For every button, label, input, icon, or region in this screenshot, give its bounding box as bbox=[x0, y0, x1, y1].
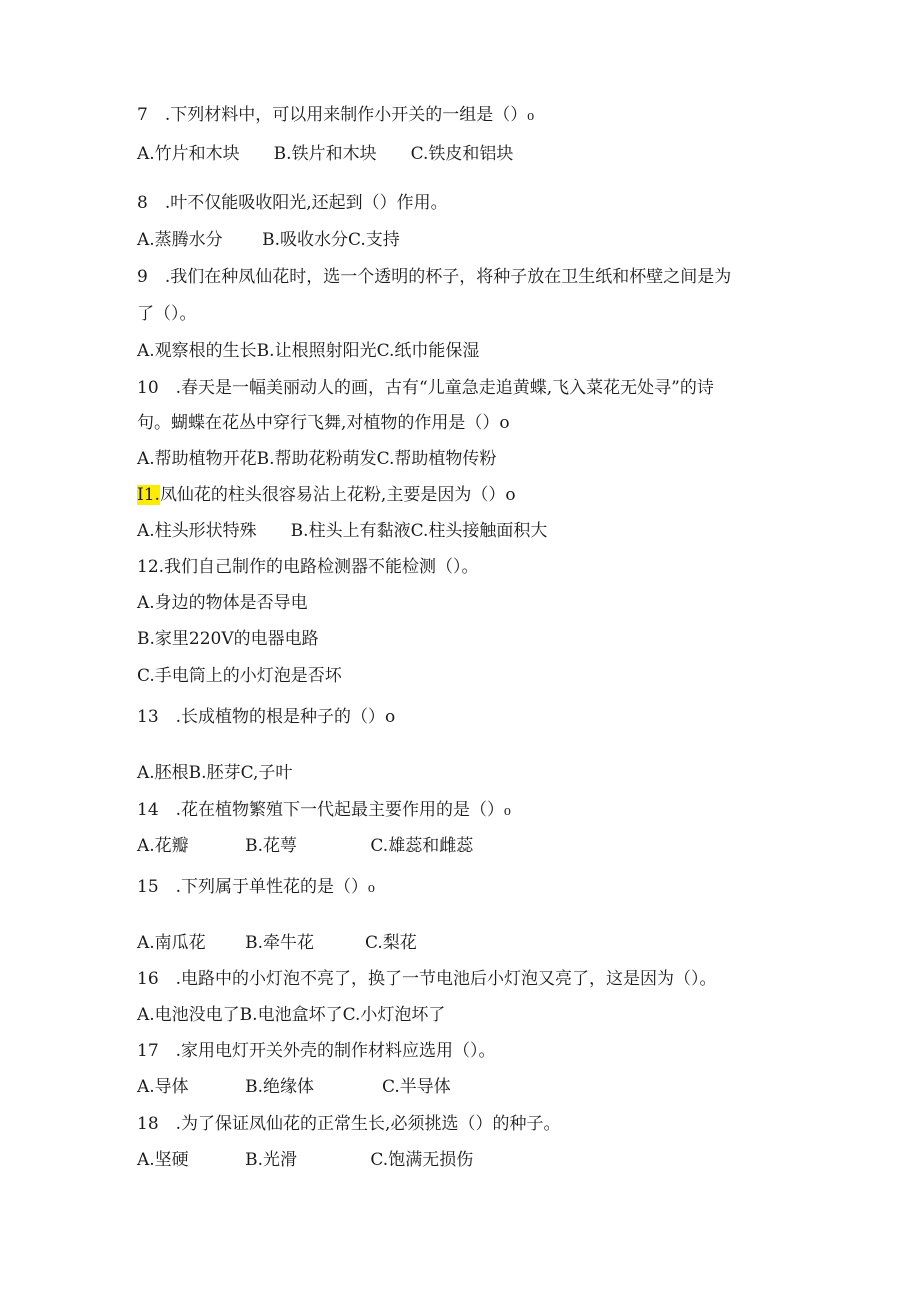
q14-options: A.花瓣 B.花萼 C.雄蕊和雌蕊 bbox=[137, 836, 474, 856]
q16-options: A.电池没电了B.电池盒坏了C.小灯泡坏了 bbox=[137, 1005, 446, 1025]
q10-stem-line1: 10 .春天是一幅美丽动人的画，古有“儿童急走追黄蝶,飞入菜花无处寻”的诗 bbox=[137, 378, 714, 398]
q17-stem: 17 .家用电灯开关外壳的制作材料应选用（）。 bbox=[137, 1041, 496, 1061]
q18-options: A.坚硬 B.光滑 C.饱满无损伤 bbox=[137, 1150, 474, 1170]
q12-option-b: B.家里220V的电器电路 bbox=[137, 629, 319, 649]
q17-options: A.导体 B.绝缘体 C.半导体 bbox=[137, 1077, 451, 1097]
q18-stem: 18 .为了保证凤仙花的正常生长,必须挑选（）的种子。 bbox=[137, 1114, 561, 1134]
q10-options: A.帮助植物开花B.帮助花粉萌发C.帮助植物传粉 bbox=[137, 449, 497, 469]
q9-stem-line1: 9 .我们在种凤仙花时，选一个透明的杯子，将种子放在卫生纸和杯壁之间是为 bbox=[137, 267, 732, 287]
q7-options: A.竹片和木块 B.铁片和木块 C.铁皮和铝块 bbox=[137, 144, 514, 164]
q8-options: A.蒸腾水分 B.吸收水分C.支持 bbox=[137, 230, 400, 250]
q15-stem: 15 .下列属于单性花的是（）₀ bbox=[137, 877, 375, 897]
q16-stem: 16 .电路中的小灯泡不亮了，换了一节电池后小灯泡又亮了，这是因为（）。 bbox=[137, 969, 717, 989]
q14-stem: 14 .花在植物繁殖下一代起最主要作用的是（）₀ bbox=[137, 800, 511, 820]
q13-options: A.胚根B.胚芽C,子叶 bbox=[137, 763, 293, 783]
q10-stem-line2: 句。蝴蝶在花丛中穿行飞舞,对植物的作用是（）o bbox=[137, 413, 510, 433]
q9-options: A.观察根的生长B.让根照射阳光C.纸巾能保湿 bbox=[137, 341, 480, 361]
q7-stem: 7 .下列材料中，可以用来制作小开关的一组是（）₀ bbox=[137, 105, 535, 125]
q12-stem: 12.我们自己制作的电路检测器不能检测（）。 bbox=[137, 557, 479, 577]
q15-options: A.南瓜花 B.牵牛花 C.梨花 bbox=[137, 933, 417, 953]
q13-stem: 13 .长成植物的根是种子的（）o bbox=[137, 707, 396, 727]
q9-stem-line2: 了（）。 bbox=[137, 304, 197, 324]
q12-option-a: A.身边的物体是否导电 bbox=[137, 593, 308, 613]
q11-stem: 凤仙花的柱头很容易沾上花粉,主要是因为（）o bbox=[159, 485, 516, 505]
q11-stem-row bbox=[137, 484, 516, 506]
q11-highlight-marker: I1. bbox=[137, 485, 160, 505]
q12-option-c: C.手电筒上的小灯泡是否坏 bbox=[137, 666, 342, 686]
q11-options: A.柱头形状特殊 B.柱头上有黏液C.柱头接触面积大 bbox=[137, 521, 548, 541]
q8-stem: 8 .叶不仅能吸收阳光,还起到（）作用。 bbox=[137, 193, 448, 213]
